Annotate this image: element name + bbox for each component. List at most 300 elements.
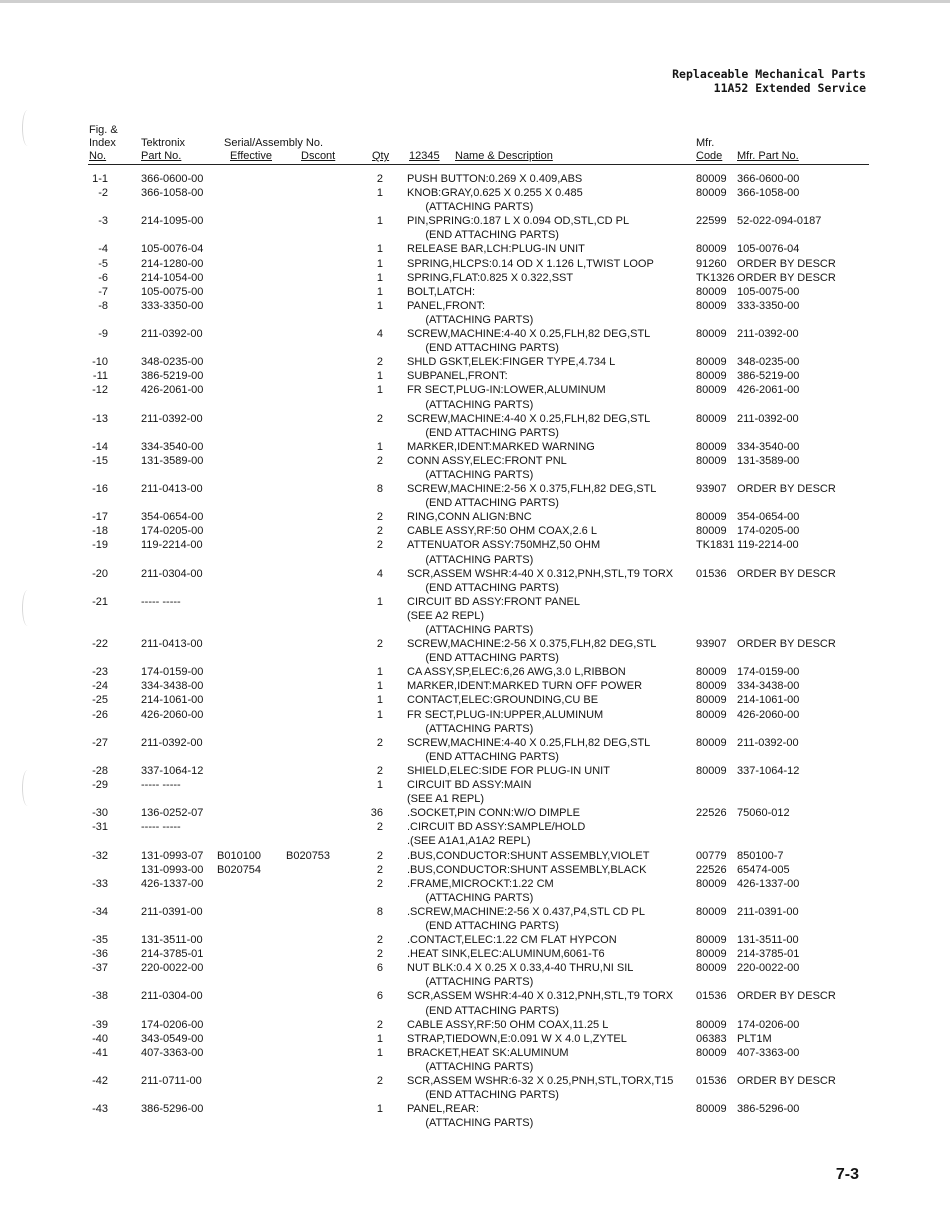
description-cell: PIN,SPRING:0.187 L X 0.094 OD,STL,CD PL xyxy=(407,215,630,228)
qty-cell: 1 xyxy=(376,215,383,228)
mfr-part-cell: 426-1337-00 xyxy=(737,877,800,890)
table-row xyxy=(0,792,950,806)
mfr-part-cell: 333-3350-00 xyxy=(737,299,800,312)
index-cell: -27 xyxy=(92,736,108,749)
description-cell: .CONTACT,ELEC:1.22 CM FLAT HYPCON xyxy=(407,934,617,947)
mfr-part-cell: 337-1064-12 xyxy=(737,764,800,777)
description-cell: CONTACT,ELEC:GROUNDING,CU BE xyxy=(407,694,599,707)
index-cell: -37 xyxy=(92,962,108,975)
qty-cell: 8 xyxy=(376,905,383,918)
description-cell: SUBPANEL,FRONT: xyxy=(407,370,508,383)
description-cell: BRACKET,HEAT SK:ALUMINUM xyxy=(407,1046,569,1059)
description-cell: (END ATTACHING PARTS) xyxy=(407,919,559,932)
qty-cell: 1 xyxy=(376,384,383,397)
mfr-code-cell: TK1831 xyxy=(696,539,735,552)
description-cell: (ATTACHING PARTS) xyxy=(407,624,534,636)
table-row xyxy=(0,369,950,383)
table-row xyxy=(0,806,950,820)
mfr-code-cell: 06383 xyxy=(696,1032,727,1045)
part-number-cell: 386-5219-00 xyxy=(141,370,204,383)
index-cell: -4 xyxy=(98,243,108,256)
index-cell: -15 xyxy=(92,454,108,467)
part-number-cell: 426-2061-00 xyxy=(141,384,204,397)
qty-cell: 2 xyxy=(376,173,383,185)
description-cell: (END ATTACHING PARTS) xyxy=(407,426,559,439)
table-row xyxy=(0,412,950,426)
qty-cell: 2 xyxy=(376,412,383,425)
description-cell: .SOCKET,PIN CONN:W/O DIMPLE xyxy=(407,807,580,820)
table-row xyxy=(0,426,950,440)
part-number-cell: 131-3511-00 xyxy=(141,934,203,947)
description-cell: SCREW,MACHINE:4-40 X 0.25,FLH,82 DEG,STL xyxy=(407,736,651,749)
index-cell: -16 xyxy=(92,483,108,496)
part-number-cell: 211-0413-00 xyxy=(141,483,203,496)
mfr-code-cell: 80009 xyxy=(696,694,727,707)
part-number-cell: 334-3540-00 xyxy=(141,440,204,453)
description-cell: (ATTACHING PARTS) xyxy=(407,313,534,326)
index-cell: -24 xyxy=(92,680,108,693)
description-cell: PANEL,FRONT: xyxy=(407,299,486,312)
part-number-cell: 354-0654-00 xyxy=(141,511,204,524)
mfr-code-cell: 80009 xyxy=(696,370,727,383)
part-number-cell: 174-0206-00 xyxy=(141,1018,204,1031)
table-row xyxy=(0,651,950,665)
table-row xyxy=(0,834,950,848)
mfr-part-cell: 52-022-094-0187 xyxy=(737,215,822,228)
mfr-part-cell: ORDER BY DESCR xyxy=(737,483,836,496)
index-cell: -26 xyxy=(92,708,108,721)
table-row xyxy=(0,468,950,482)
table-row xyxy=(0,1074,950,1088)
description-cell: RING,CONN ALIGN:BNC xyxy=(407,511,532,524)
qty-cell: 4 xyxy=(376,328,383,341)
description-cell: (ATTACHING PARTS) xyxy=(407,976,534,989)
mfr-part-cell: 850100-7 xyxy=(737,849,784,862)
index-cell: -25 xyxy=(92,694,108,707)
table-row xyxy=(0,581,950,595)
table-row xyxy=(0,383,950,397)
description-cell: .CIRCUIT BD ASSY:SAMPLE/HOLD xyxy=(407,821,586,834)
part-number-cell: 426-2060-00 xyxy=(141,708,204,721)
index-cell: 1-1 xyxy=(92,173,108,185)
mfr-code-cell: 80009 xyxy=(696,384,727,397)
mfr-part-cell: 119-2214-00 xyxy=(737,539,799,552)
table-row xyxy=(0,1046,950,1060)
table-row xyxy=(0,623,950,637)
table-row xyxy=(0,637,950,651)
index-cell: -33 xyxy=(92,877,108,890)
mfr-code-cell: 01536 xyxy=(696,567,727,580)
col-fig-line2: Index xyxy=(89,137,116,149)
col-mfr-part: Mfr. Part No. xyxy=(737,150,799,162)
col-tek-line1: Tektronix xyxy=(141,137,186,149)
col-mfr-line1: Mfr. xyxy=(696,137,715,149)
mfr-part-cell: 214-1061-00 xyxy=(737,694,800,707)
part-number-cell: 214-3785-01 xyxy=(141,948,204,961)
description-cell: KNOB:GRAY,0.625 X 0.255 X 0.485 xyxy=(407,187,583,200)
part-number-cell: 214-1280-00 xyxy=(141,257,204,270)
table-row xyxy=(0,482,950,496)
description-cell: PUSH BUTTON:0.269 X 0.409,ABS xyxy=(407,173,583,185)
part-number-cell: 348-0235-00 xyxy=(141,356,204,369)
index-cell: -12 xyxy=(92,384,108,397)
qty-cell: 1 xyxy=(376,440,383,453)
index-cell: -31 xyxy=(92,821,108,834)
part-number-cell: 426-1337-00 xyxy=(141,877,204,890)
qty-cell: 1 xyxy=(376,666,383,679)
description-cell: SPRING,FLAT:0.825 X 0.322,SST xyxy=(407,271,574,284)
qty-cell: 1 xyxy=(376,1103,383,1116)
index-cell: -17 xyxy=(92,511,108,524)
index-cell: -30 xyxy=(92,807,108,820)
description-cell: CABLE ASSY,RF:50 OHM COAX,2.6 L xyxy=(407,525,597,538)
description-cell: .SCREW,MACHINE:2-56 X 0.437,P4,STL CD PL xyxy=(407,905,646,918)
mfr-code-cell: 80009 xyxy=(696,1103,727,1116)
table-row xyxy=(0,228,950,242)
mfr-part-cell: 211-0392-00 xyxy=(737,736,799,749)
mfr-part-cell: 174-0205-00 xyxy=(737,525,800,538)
qty-cell: 1 xyxy=(376,1046,383,1059)
qty-cell: 2 xyxy=(376,454,383,467)
mfr-code-cell: 22526 xyxy=(696,807,727,820)
index-cell: -5 xyxy=(98,257,108,270)
table-row xyxy=(0,1116,950,1130)
index-cell: -21 xyxy=(92,595,108,608)
table-row xyxy=(0,214,950,228)
page-number: 7-3 xyxy=(835,1166,859,1183)
table-row xyxy=(0,271,950,285)
description-cell: (ATTACHING PARTS) xyxy=(407,722,534,735)
table-row xyxy=(0,609,950,623)
part-number-cell: 214-1061-00 xyxy=(141,694,204,707)
index-cell: -43 xyxy=(92,1103,108,1116)
index-cell: -32 xyxy=(92,849,108,862)
qty-cell: 6 xyxy=(376,990,383,1003)
part-number-cell: 211-0711-00 xyxy=(141,1075,202,1087)
mfr-part-cell: 426-2060-00 xyxy=(737,708,800,721)
part-number-cell: 105-0076-04 xyxy=(141,243,204,256)
table-row xyxy=(0,877,950,891)
col-tek-line2: Part No. xyxy=(141,150,182,162)
table-row xyxy=(0,947,950,961)
discontinued-cell: B020753 xyxy=(286,849,331,862)
description-cell: .BUS,CONDUCTOR:SHUNT ASSEMBLY,BLACK xyxy=(407,863,647,876)
mfr-part-cell: 334-3438-00 xyxy=(737,680,800,693)
table-row xyxy=(0,553,950,567)
table-row xyxy=(0,341,950,355)
qty-cell: 1 xyxy=(376,187,383,200)
mfr-part-cell: ORDER BY DESCR xyxy=(737,271,836,284)
table-row xyxy=(0,750,950,764)
description-cell: (END ATTACHING PARTS) xyxy=(407,342,559,355)
mfr-part-cell: 211-0391-00 xyxy=(737,905,799,918)
mfr-code-cell: 01536 xyxy=(696,990,727,1003)
table-row xyxy=(0,975,950,989)
table-row xyxy=(0,693,950,707)
index-cell: -23 xyxy=(92,666,108,679)
mfr-code-cell: 01536 xyxy=(696,1075,727,1087)
part-number-cell: 105-0075-00 xyxy=(141,285,204,298)
mfr-part-cell: 366-0600-00 xyxy=(737,173,800,185)
mfr-code-cell: 80009 xyxy=(696,948,727,961)
mfr-code-cell: TK1326 xyxy=(696,271,735,284)
index-cell: -29 xyxy=(92,779,108,792)
table-row xyxy=(0,510,950,524)
description-cell: (END ATTACHING PARTS) xyxy=(407,497,559,510)
table-row xyxy=(0,242,950,256)
description-cell: SCREW,MACHINE:4-40 X 0.25,FLH,82 DEG,STL xyxy=(407,412,651,425)
index-cell: -7 xyxy=(98,285,108,298)
qty-cell: 1 xyxy=(376,694,383,707)
qty-cell: 1 xyxy=(376,370,383,383)
index-cell: -13 xyxy=(92,412,108,425)
part-number-cell: 214-1054-00 xyxy=(141,271,204,284)
description-cell: .(SEE A1A1,A1A2 REPL) xyxy=(407,835,531,848)
top-edge-rule xyxy=(0,0,950,3)
part-number-cell: 337-1064-12 xyxy=(141,764,204,777)
mfr-part-cell: 174-0206-00 xyxy=(737,1018,800,1031)
qty-cell: 4 xyxy=(376,567,383,580)
index-cell: -22 xyxy=(92,638,108,651)
description-cell: RELEASE BAR,LCH:PLUG-IN UNIT xyxy=(407,243,585,256)
mfr-part-cell: 348-0235-00 xyxy=(737,356,800,369)
index-cell: -18 xyxy=(92,525,108,538)
part-number-cell: 174-0205-00 xyxy=(141,525,204,538)
index-cell: -6 xyxy=(98,271,108,284)
effective-cell: B010100 xyxy=(217,849,262,862)
description-cell: FR SECT,PLUG-IN:LOWER,ALUMINUM xyxy=(407,384,606,397)
description-cell: .FRAME,MICROCKT:1.22 CM xyxy=(407,877,554,890)
mfr-code-cell: 80009 xyxy=(696,412,727,425)
mfr-code-cell: 80009 xyxy=(696,680,727,693)
mfr-code-cell: 80009 xyxy=(696,454,727,467)
table-row xyxy=(0,454,950,468)
col-fig-line3: No. xyxy=(89,150,107,162)
col-desc-code: 12345 xyxy=(409,150,440,162)
mfr-part-cell: 220-0022-00 xyxy=(737,962,800,975)
index-cell: -41 xyxy=(92,1046,108,1059)
part-number-cell: 333-3350-00 xyxy=(141,299,204,312)
qty-cell: 2 xyxy=(376,1018,383,1031)
part-number-cell: 131-0993-00 xyxy=(141,863,204,876)
mfr-code-cell: 80009 xyxy=(696,962,727,975)
table-row xyxy=(0,820,950,834)
index-cell: -28 xyxy=(92,764,108,777)
description-cell: SCREW,MACHINE:2-56 X 0.375,FLH,82 DEG,STL xyxy=(407,483,657,496)
table-row xyxy=(0,722,950,736)
index-cell: -42 xyxy=(92,1075,108,1087)
part-number-cell: 211-0392-00 xyxy=(141,328,203,341)
table-row xyxy=(0,849,950,863)
qty-cell: 2 xyxy=(376,638,383,651)
table-row xyxy=(0,933,950,947)
qty-cell: 2 xyxy=(376,1075,383,1087)
table-row xyxy=(0,524,950,538)
table-row xyxy=(0,398,950,412)
table-row xyxy=(0,1102,950,1116)
description-cell: .BUS,CONDUCTOR:SHUNT ASSEMBLY,VIOLET xyxy=(407,849,650,862)
qty-cell: 2 xyxy=(376,511,383,524)
mfr-code-cell: 80009 xyxy=(696,708,727,721)
mfr-code-cell: 80009 xyxy=(696,299,727,312)
mfr-part-cell: 65474-005 xyxy=(737,863,790,876)
mfr-part-cell: ORDER BY DESCR xyxy=(737,257,836,270)
description-cell: SCR,ASSEM WSHR:4-40 X 0.312,PNH,STL,T9 TORX xyxy=(407,990,674,1003)
table-row xyxy=(0,961,950,975)
table-row xyxy=(0,538,950,552)
mfr-code-cell: 80009 xyxy=(696,764,727,777)
mfr-code-cell: 80009 xyxy=(696,285,727,298)
col-fig-line1: Fig. & xyxy=(89,124,118,136)
description-cell: (ATTACHING PARTS) xyxy=(407,891,534,904)
part-number-cell: ----- ----- xyxy=(141,821,181,834)
mfr-part-cell: 426-2061-00 xyxy=(737,384,800,397)
table-row xyxy=(0,313,950,327)
description-cell: MARKER,IDENT:MARKED TURN OFF POWER xyxy=(407,680,643,693)
mfr-code-cell: 80009 xyxy=(696,511,727,524)
table-row xyxy=(0,919,950,933)
qty-cell: 2 xyxy=(376,877,383,890)
mfr-part-cell: 386-5219-00 xyxy=(737,370,800,383)
table-row xyxy=(0,172,950,186)
table-row xyxy=(0,863,950,877)
table-row xyxy=(0,299,950,313)
index-cell: -35 xyxy=(92,934,108,947)
qty-cell: 1 xyxy=(376,708,383,721)
part-number-cell: 343-0549-00 xyxy=(141,1032,204,1045)
description-cell: (END ATTACHING PARTS) xyxy=(407,229,559,242)
mfr-part-cell: 407-3363-00 xyxy=(737,1046,800,1059)
table-row xyxy=(0,567,950,581)
mfr-part-cell: 211-0392-00 xyxy=(737,412,799,425)
description-cell: PANEL,REAR: xyxy=(407,1103,479,1116)
table-row xyxy=(0,989,950,1003)
table-row xyxy=(0,1060,950,1074)
mfr-code-cell: 80009 xyxy=(696,934,727,947)
mfr-code-cell: 80009 xyxy=(696,905,727,918)
table-row xyxy=(0,595,950,609)
qty-cell: 36 xyxy=(370,807,383,820)
mfr-part-cell: 105-0075-00 xyxy=(737,285,800,298)
description-cell: NUT BLK:0.4 X 0.25 X 0.33,4-40 THRU,NI SIL xyxy=(407,962,634,975)
mfr-part-cell: 131-3589-00 xyxy=(737,454,800,467)
part-number-cell: 220-0022-00 xyxy=(141,962,204,975)
index-cell: -10 xyxy=(92,356,108,369)
qty-cell: 1 xyxy=(376,680,383,693)
index-cell: -19 xyxy=(92,539,108,552)
part-number-cell: 119-2214-00 xyxy=(141,539,203,552)
mfr-code-cell: 93907 xyxy=(696,483,727,496)
description-cell: CA ASSY,SP,ELEC:6,26 AWG,3.0 L,RIBBON xyxy=(407,666,626,679)
qty-cell: 2 xyxy=(376,764,383,777)
table-row xyxy=(0,200,950,214)
index-cell: -2 xyxy=(98,187,108,200)
col-serial-title: Serial/Assembly No. xyxy=(224,137,324,149)
mfr-code-cell: 80009 xyxy=(696,736,727,749)
mfr-code-cell: 80009 xyxy=(696,666,727,679)
header-rule xyxy=(88,164,869,165)
description-cell: CONN ASSY,ELEC:FRONT PNL xyxy=(407,454,567,467)
qty-cell: 2 xyxy=(376,948,383,961)
index-cell: -3 xyxy=(98,215,108,228)
index-cell: -14 xyxy=(92,440,108,453)
part-number-cell: 214-1095-00 xyxy=(141,215,204,228)
mfr-code-cell: 80009 xyxy=(696,877,727,890)
part-number-cell: 211-0304-00 xyxy=(141,567,203,580)
mfr-part-cell: 75060-012 xyxy=(737,807,790,820)
index-cell: -11 xyxy=(92,370,108,383)
mfr-part-cell: PLT1M xyxy=(737,1032,772,1045)
qty-cell: 2 xyxy=(376,849,383,862)
qty-cell: 2 xyxy=(376,525,383,538)
index-cell: -38 xyxy=(92,990,108,1003)
qty-cell: 2 xyxy=(376,821,383,834)
description-cell: MARKER,IDENT:MARKED WARNING xyxy=(407,440,595,453)
col-effective: Effective xyxy=(230,150,272,162)
description-cell: (ATTACHING PARTS) xyxy=(407,201,534,214)
index-cell: -39 xyxy=(92,1018,108,1031)
part-number-cell: 407-3363-00 xyxy=(141,1046,204,1059)
mfr-code-cell: 00779 xyxy=(696,849,727,862)
mfr-part-cell: 366-1058-00 xyxy=(737,187,800,200)
col-mfr-line2: Code xyxy=(696,150,723,162)
table-row xyxy=(0,679,950,693)
part-number-cell: ----- ----- xyxy=(141,779,181,792)
mfr-part-cell: 354-0654-00 xyxy=(737,511,800,524)
table-row xyxy=(0,440,950,454)
description-cell: (END ATTACHING PARTS) xyxy=(407,652,559,665)
col-dscont: Dscont xyxy=(301,150,336,162)
mfr-code-cell: 80009 xyxy=(696,243,727,256)
part-number-cell: 211-0413-00 xyxy=(141,638,203,651)
description-cell: CABLE ASSY,RF:50 OHM COAX,11.25 L xyxy=(407,1018,609,1031)
parts-table xyxy=(0,172,950,1130)
mfr-code-cell: 80009 xyxy=(696,187,727,200)
qty-cell: 6 xyxy=(376,962,383,975)
table-row xyxy=(0,764,950,778)
part-number-cell: 211-0304-00 xyxy=(141,990,203,1003)
mfr-code-cell: 93907 xyxy=(696,638,727,651)
part-number-cell: ----- ----- xyxy=(141,595,181,608)
mfr-part-cell: 334-3540-00 xyxy=(737,440,800,453)
mfr-part-cell: 211-0392-00 xyxy=(737,328,799,341)
mfr-code-cell: 22526 xyxy=(696,863,727,876)
qty-cell: 1 xyxy=(376,271,383,284)
table-row xyxy=(0,496,950,510)
table-row xyxy=(0,257,950,271)
table-row xyxy=(0,1004,950,1018)
table-row xyxy=(0,778,950,792)
description-cell: .HEAT SINK,ELEC:ALUMINUM,6061-T6 xyxy=(407,948,605,961)
table-row xyxy=(0,905,950,919)
description-cell: (SEE A2 REPL) xyxy=(407,609,485,622)
description-cell: (END ATTACHING PARTS) xyxy=(407,1004,559,1017)
description-cell: FR SECT,PLUG-IN:UPPER,ALUMINUM xyxy=(407,708,604,721)
effective-cell: B020754 xyxy=(217,863,262,876)
qty-cell: 8 xyxy=(376,483,383,496)
running-header-subtitle: 11A52 Extended Service xyxy=(713,81,866,95)
mfr-part-cell: 131-3511-00 xyxy=(737,934,799,947)
description-cell: CIRCUIT BD ASSY:FRONT PANEL xyxy=(407,595,580,608)
table-row xyxy=(0,1018,950,1032)
mfr-part-cell: 386-5296-00 xyxy=(737,1103,800,1116)
qty-cell: 2 xyxy=(376,356,383,369)
mfr-code-cell: 91260 xyxy=(696,257,727,270)
mfr-code-cell: 80009 xyxy=(696,440,727,453)
description-cell: SCREW,MACHINE:4-40 X 0.25,FLH,82 DEG,STL xyxy=(407,328,651,341)
mfr-part-cell: ORDER BY DESCR xyxy=(737,1075,836,1087)
qty-cell: 2 xyxy=(376,539,383,552)
